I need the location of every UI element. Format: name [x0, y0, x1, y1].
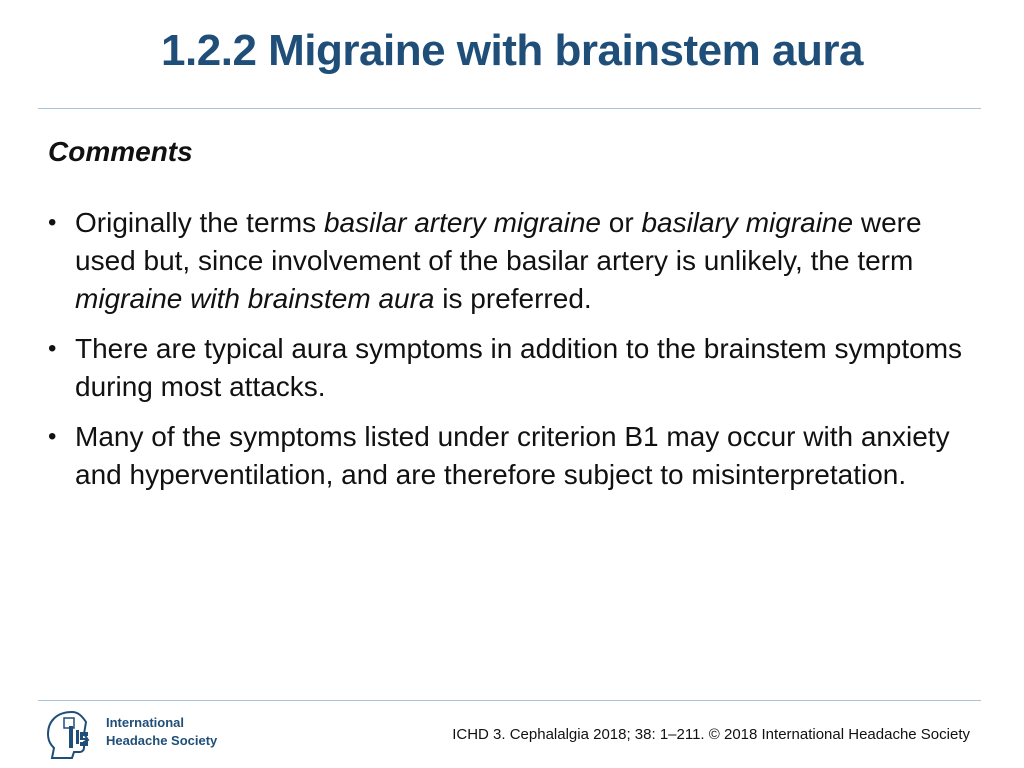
bullet-item: [48, 204, 978, 318]
title-divider: [38, 108, 981, 109]
logo-line-international: International: [106, 715, 185, 730]
section-heading: Comments: [48, 136, 193, 167]
bullet-text: There are typical aura symptoms in addition to the brainstem symptoms during most attacks.: [75, 333, 963, 402]
ihs-head-logo-icon: [42, 708, 102, 762]
logo-text: [106, 714, 217, 750]
bullet-dot-icon: •: [48, 209, 57, 236]
citation: ICHD 3. Cephalalgia 2018; 38: 1–211. © 2018 International Headache Society: [452, 726, 970, 743]
bullet-dot-icon: •: [48, 335, 57, 362]
bullet-dot-icon: •: [48, 423, 57, 450]
logo-line-headache-society: Headache Society: [106, 733, 218, 748]
bullet-text: Many of the symptoms listed under criterion B1 may occur with anxiety and hyperventilation, and are therefore subject to misinterpretation.: [75, 421, 950, 490]
ihs-logo: [42, 708, 232, 762]
bullet-item: [48, 418, 978, 494]
slide-title: 1.2.2 Migraine with brainstem aura: [161, 26, 863, 75]
footer-divider: [38, 700, 981, 701]
bullet-item: [48, 330, 978, 406]
bullet-list: [48, 204, 978, 506]
bullet-text: Originally the terms basilar artery migraine or basilary migraine were used but, since involvement of the basilar artery is unlikely, the term migraine with brainstem aura is preferred.: [75, 207, 922, 314]
